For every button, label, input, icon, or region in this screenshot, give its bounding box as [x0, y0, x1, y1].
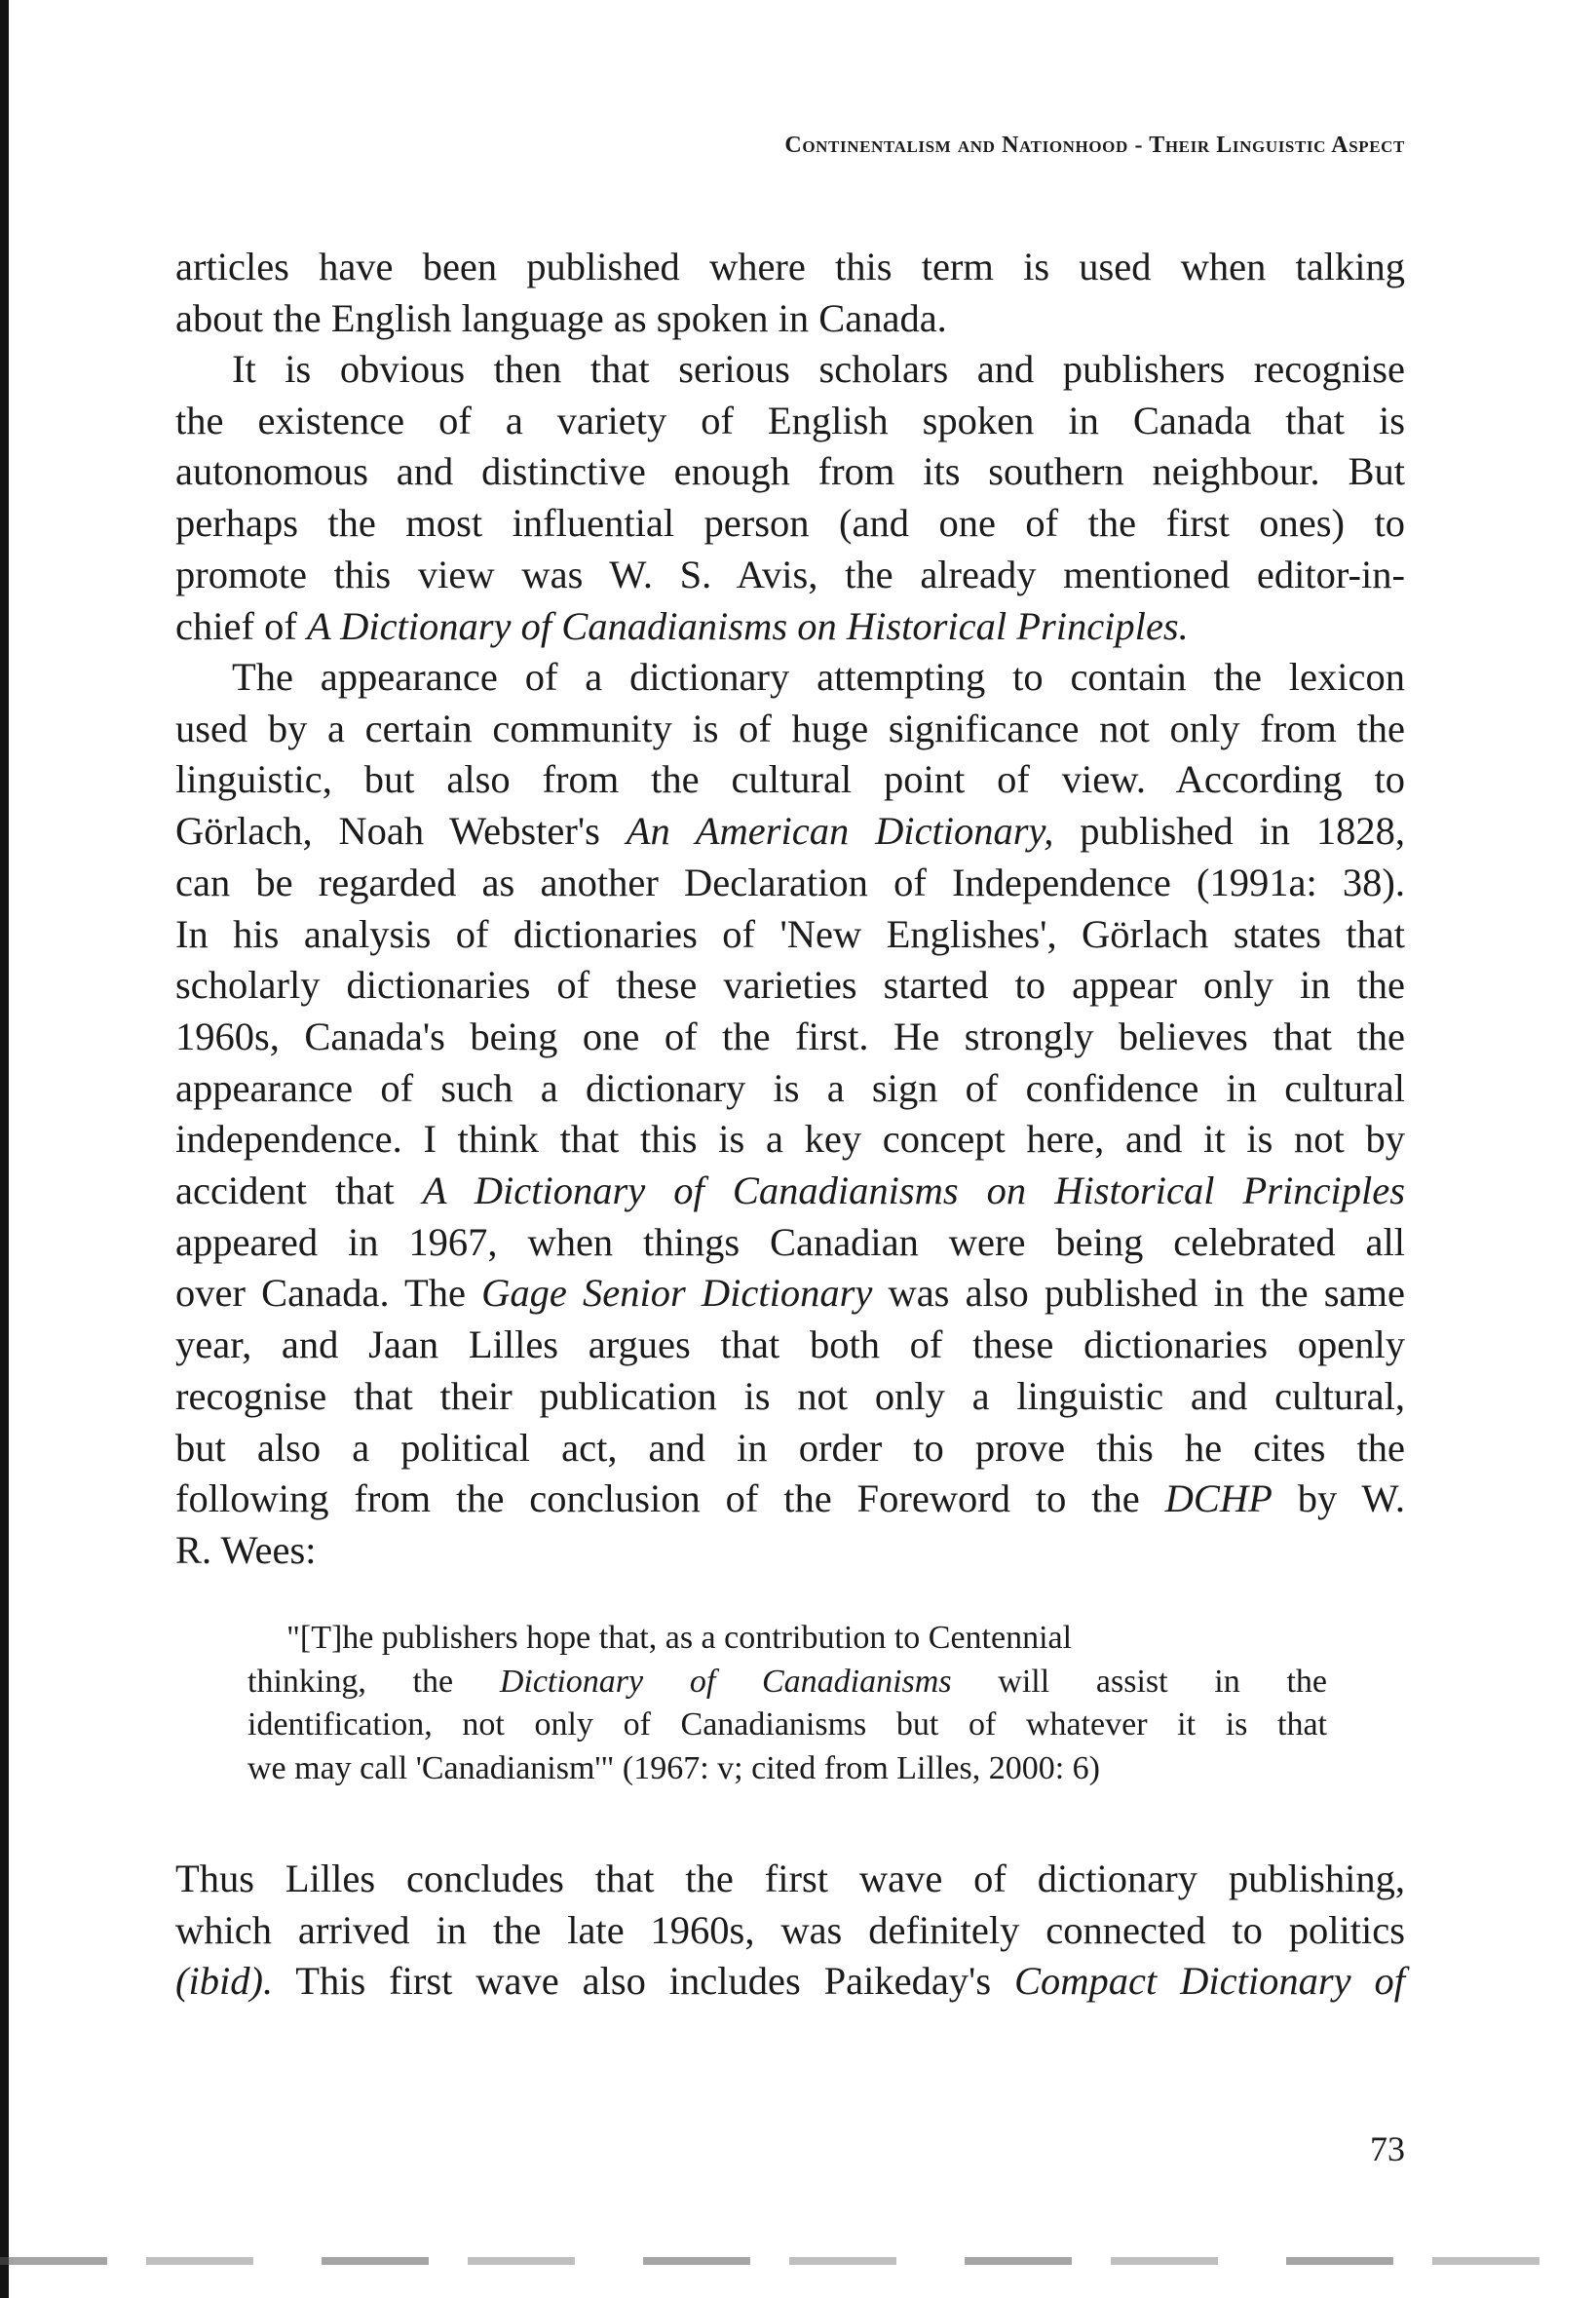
text-line: perhaps the most influential person (and one of the first ones) to [175, 501, 1405, 546]
text-line [175, 1166, 1405, 1217]
text-line: scholarly dictionaries of these varieties started to appear only in the [175, 963, 1405, 1008]
book-title: A Dictionary of Canadianisms on Historical Principles. [306, 603, 1189, 648]
book-title: Dictionary of Canadianisms [499, 1663, 952, 1700]
text-line: The appearance of a dictionary attempting to contain the lexicon [232, 655, 1405, 699]
text-fragment: chief of [175, 603, 307, 648]
text-fragment: over Canada. The [175, 1271, 482, 1316]
text-fragment: will assist in the [951, 1663, 1327, 1700]
text-line: In his analysis of dictionaries of 'New Englishes', Görlach states that [175, 911, 1405, 956]
quote-line: we may call 'Canadianism'" (1967: v; cited from Lilles, 2000: 6) [247, 1749, 1100, 1786]
text-line [175, 806, 1405, 858]
book-title: An American Dictionary, [626, 809, 1054, 854]
text-line: about the English language as spoken in Canada. [175, 295, 947, 340]
running-header: Continentalism and Nationhood - Their Linguistic Aspect [784, 133, 1405, 158]
text-line [175, 1268, 1405, 1320]
paragraph-2 [175, 344, 1405, 652]
text-line: the existence of a variety of English spoken in Canada that is [175, 398, 1405, 442]
text-fragment: was also published in the same [872, 1271, 1405, 1316]
text-line: used by a certain community is of huge significance not only from the [175, 706, 1405, 750]
book-title: DCHP [1164, 1476, 1273, 1521]
text-line: 1960s, Canada's being one of the first. He strongly believes that the [175, 1014, 1405, 1058]
text-line [175, 1956, 1405, 2008]
text-fragment: following from the conclusion of the Foreword to the [175, 1476, 1165, 1521]
text-line: can be regarded as another Declaration of Independence (1991a: 38). [175, 860, 1405, 904]
text-fragment: Görlach, Noah Webster's [175, 809, 627, 854]
text-line: Thus Lilles concludes that the first wave of dictionary publishing, [175, 1857, 1405, 1900]
text-line: but also a political act, and in order to prove this he cites the [175, 1425, 1405, 1470]
text-line: linguistic, but also from the cultural point of view. According to [175, 757, 1405, 802]
text-line: promote this view was W. S. Avis, the already mentioned editor-in- [175, 552, 1405, 596]
text-fragment: published in 1828, [1053, 809, 1405, 854]
text-line: independence. I think that this is a key concept here, and it is not by [175, 1117, 1405, 1162]
text-line: which arrived in the late 1960s, was definitely connected to politics [175, 1907, 1405, 1952]
text-line [175, 601, 1405, 653]
book-title: Gage Senior Dictionary [481, 1271, 873, 1316]
book-title: A Dictionary of Canadianisms on Historical Principles [422, 1168, 1405, 1213]
paragraph-1 [175, 242, 1405, 344]
page-number: 73 [1370, 2129, 1405, 2168]
text-fragment: This first wave also includes Paikeday's [273, 1959, 1014, 2004]
quote-line [247, 1661, 1327, 1704]
paragraph-3 [175, 652, 1405, 1577]
text-fragment: thinking, the [247, 1663, 500, 1700]
text-line: R. Wees: [175, 1527, 317, 1572]
scan-bottom-edge [0, 2257, 1596, 2265]
text-fragment: by W. [1272, 1476, 1405, 1521]
paragraph-4 [175, 1854, 1405, 2008]
block-quote [247, 1617, 1327, 1790]
text-line [175, 1474, 1405, 1525]
scan-left-edge [0, 0, 9, 2298]
text-line: appeared in 1967, when things Canadian were being celebrated all [175, 1219, 1405, 1264]
text-line: recognise that their publication is not only a linguistic and cultural, [175, 1373, 1405, 1418]
text-fragment: accident that [175, 1168, 423, 1213]
quote-line: identification, not only of Canadianisms but of whatever it is that [247, 1706, 1327, 1743]
text-line: appearance of such a dictionary is a sign of confidence in cultural [175, 1065, 1405, 1110]
book-title: Compact Dictionary of [1014, 1959, 1405, 2004]
quote-line: "[T]he publishers hope that, as a contribution to Centennial [286, 1620, 1073, 1656]
text-line: It is obvious then that serious scholars and publishers recognise [232, 347, 1405, 391]
text-line: year, and Jaan Lilles argues that both of these dictionaries openly [175, 1322, 1405, 1367]
citation-abbreviation: (ibid). [175, 1959, 274, 2004]
text-line: articles have been published where this term is used when talking [175, 245, 1405, 288]
text-line: autonomous and distinctive enough from its southern neighbour. But [175, 449, 1405, 494]
